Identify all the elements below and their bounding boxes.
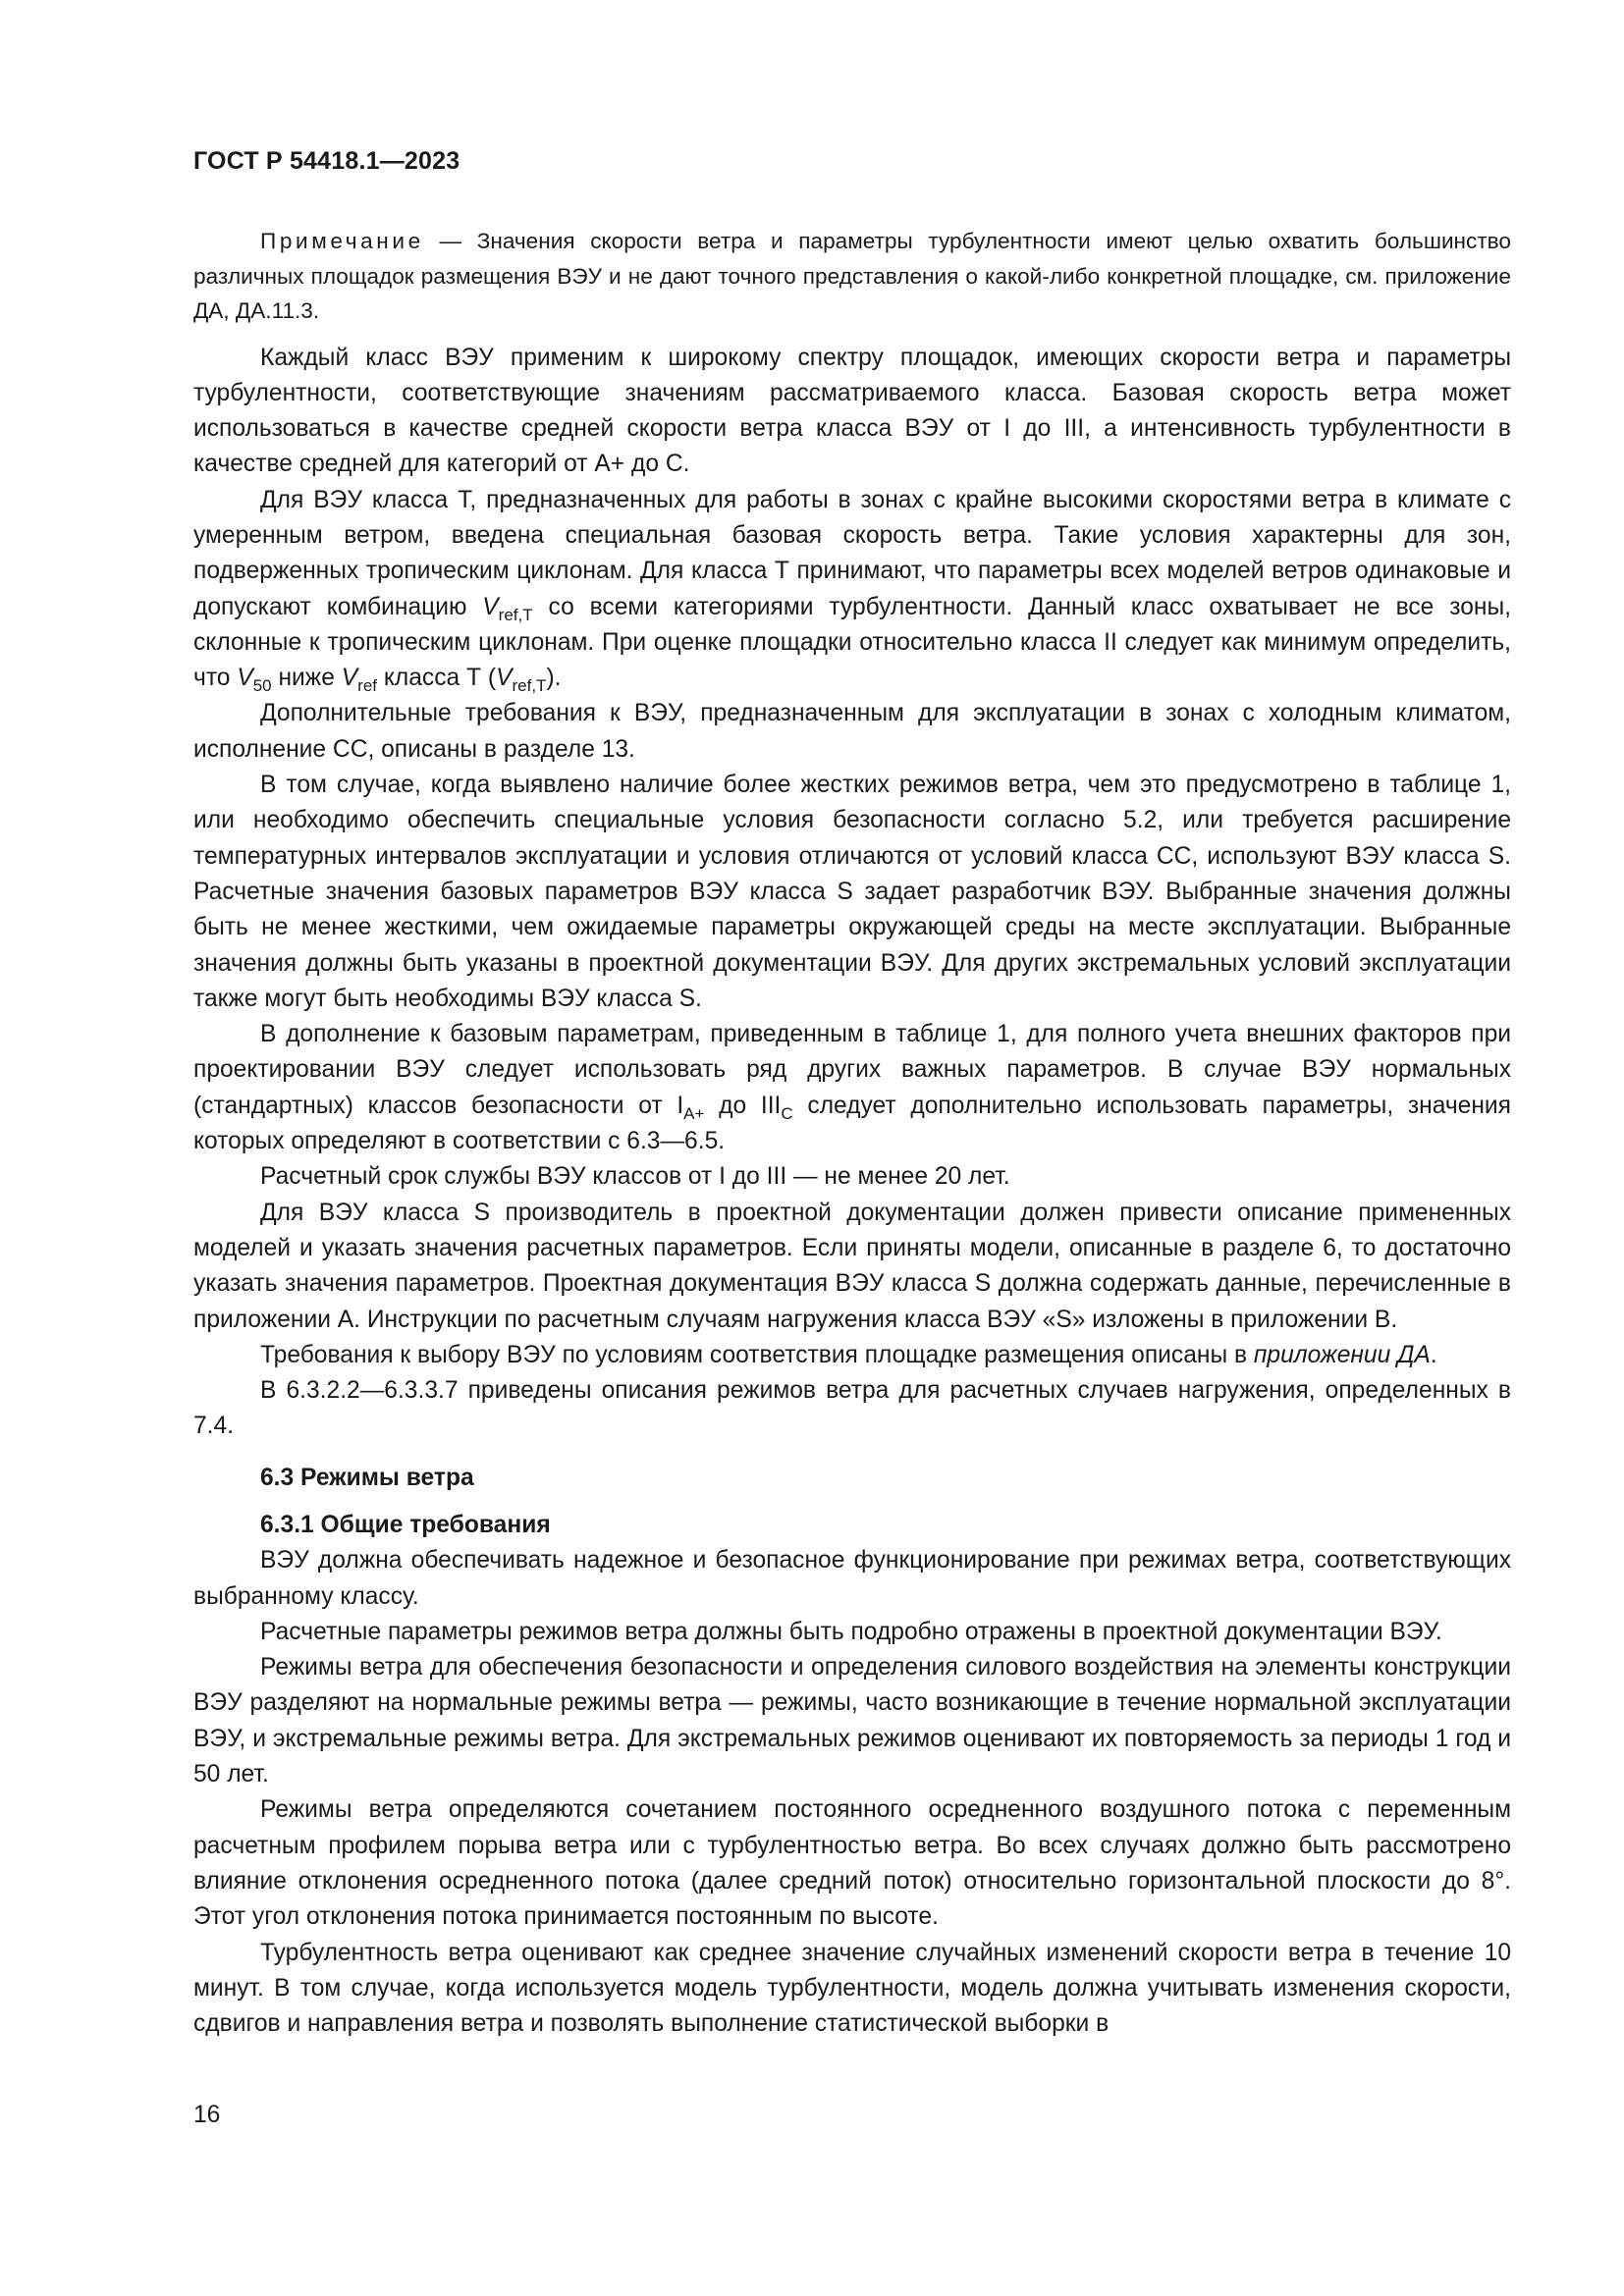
paragraph-site-requirements: Требования к выбору ВЭУ по условиям соответствия площадке размещения описаны в приложении ДА. <box>260 1341 1437 1368</box>
paragraph-wind-regimes: Режимы ветра для обеспечения безопасности и определения силового воздействия на элементы конструкции ВЭУ разделяют на нормальные режимы ветра — режимы, часто возникающие в течение нормальной эксплуатации ВЭУ, и экстремальные режимы ветра. Для экстремальных режимов оценивают их повторяемость за периоды 1 год и 50 лет. <box>193 1654 1511 1789</box>
paragraph-cold-climate: Дополнительные требования к ВЭУ, предназначенным для эксплуатации в зонах с холодным климатом, исполнение СС, описаны в разделе 13. <box>193 700 1511 763</box>
paragraph-service-life: Расчетный срок службы ВЭУ классов от I до III — не менее 20 лет. <box>260 1163 1010 1191</box>
section-heading: 6.3 Режимы ветра <box>260 1464 474 1491</box>
paragraph-class-t: Для ВЭУ класса Т, предназначенных для работы в зонах с крайне высокими скоростями ветра в климате с умеренным ветром, введена специальная базовая скорость ветра. Такие условия характерны для зон, подверженных тропическим циклонам. Для класса Т принимают, что параметры всех моделей ветров одинаковые и допускают комбинацию $V_{ref,T}$ со всеми категориями турбулентности. Данный класс охватывает не все зоны, склонные к тропическим циклонам. При оценке площадки относительно класса II следует как минимум определить, что $V_{50}$ ниже $V_{ref}$ класса Т $(V_{ref,T})$. <box>193 486 1511 696</box>
paragraph-wt-classes: Каждый класс ВЭУ применим к широкому спектру площадок, имеющих скорости ветра и параметры турбулентности, соответствующие значениям рассматриваемого класса. Базовая скорость ветра может использоваться в качестве средней скорости ветра класса ВЭУ от I до III, а интенсивность турбулентности в качестве средней для категорий от А+ до С. <box>193 344 1511 478</box>
paragraph-additional-params: В дополнение к базовым параметрам, приведенным в таблице 1, для полного учета внешних факторов при проектировании ВЭУ следует использовать ряд других важных параметров. В случае ВЭУ нормальных (стандартных) классов безопасности от $I_{A+}$ до $III_C$ следует дополнительно использовать параметры, значения которых определяют в соответствии с 6.3—6.5. <box>193 1021 1511 1155</box>
symbol-v: V <box>237 665 253 692</box>
symbol-v: V <box>482 593 499 620</box>
subsection-heading: 6.3.1 Общие требования <box>260 1512 551 1538</box>
note-paragraph <box>193 224 1511 329</box>
symbol-v: V <box>496 665 513 692</box>
symbol-v: V <box>341 665 358 692</box>
paragraph-load-cases: В 6.3.2.2—6.3.3.7 приведены описания режимов ветра для расчетных случаев нагружения, определенных в 7.4. <box>193 1377 1511 1440</box>
page-number: 16 <box>193 2102 221 2128</box>
note-label: Примечание <box>260 229 424 253</box>
paragraph-reliable-operation: ВЭУ должна обеспечивать надежное и безопасное функционирование при режимах ветра, соответствующих выбранному классу. <box>193 1547 1511 1610</box>
paragraph-turbulence: Турбулентность ветра оценивают как среднее значение случайных изменений скорости ветра в течение 10 минут. В том случае, когда используется модель турбулентности, модель должна учитывать изменения скорости, сдвигов и направления ветра и позволять выполнение статистической выборки в <box>193 1939 1511 2038</box>
paragraph-design-params: Расчетные параметры режимов ветра должны быть подробно отражены в проектной документации ВЭУ. <box>260 1618 1442 1645</box>
document-body <box>193 224 1511 2042</box>
paragraph-class-s-docs: Для ВЭУ класса S производитель в проектной документации должен привести описание примененных моделей и указать значения расчетных параметров. Если приняты модели, описанные в разделе 6, то достаточно указать значения параметров. Проектная документация ВЭУ класса S должна содержать данные, перечисленные в приложении А. Инструкции по расчетным случаям нагружения класса ВЭУ «S» изложены в приложении В. <box>193 1199 1511 1333</box>
note-text: — Значения скорости ветра и параметры турбулентности имеют целью охватить большинство различных площадок размещения ВЭУ и не дают точного представления о какой-либо конкретной площадке, см. приложение ДА, ДА.11.3. <box>193 229 1511 323</box>
paragraph-class-s: В том случае, когда выявлено наличие более жестких режимов ветра, чем это предусмотрено в таблице 1, или необходимо обеспечить специальные условия безопасности согласно 5.2, или требуется расширение температурных интервалов эксплуатации и условия отличаются от условий класса СС, используют ВЭУ класса S. Расчетные значения базовых параметров ВЭУ класса S задает разработчик ВЭУ. Выбранные значения должны быть не менее жесткими, чем ожидаемые параметры окружающей среды на месте эксплуатации. Выбранные значения должны быть указаны в проектной документации ВЭУ. Для других экстремальных условий эксплуатации также могут быть необходимы ВЭУ класса S. <box>193 772 1511 1012</box>
paragraph-flow-combination: Режимы ветра определяются сочетанием постоянного осредненного воздушного потока с переменным расчетным профилем порыва ветра или с турбулентностью ветра. Во всех случаях должно быть рассмотрено влияние отклонения осредненного потока (далее средний поток) относительно горизонтальной плоскости до 8°. Этот угол отклонения потока принимается постоянным по высоте. <box>193 1796 1511 1931</box>
standard-code-header: ГОСТ Р 54418.1—2023 <box>193 147 460 175</box>
